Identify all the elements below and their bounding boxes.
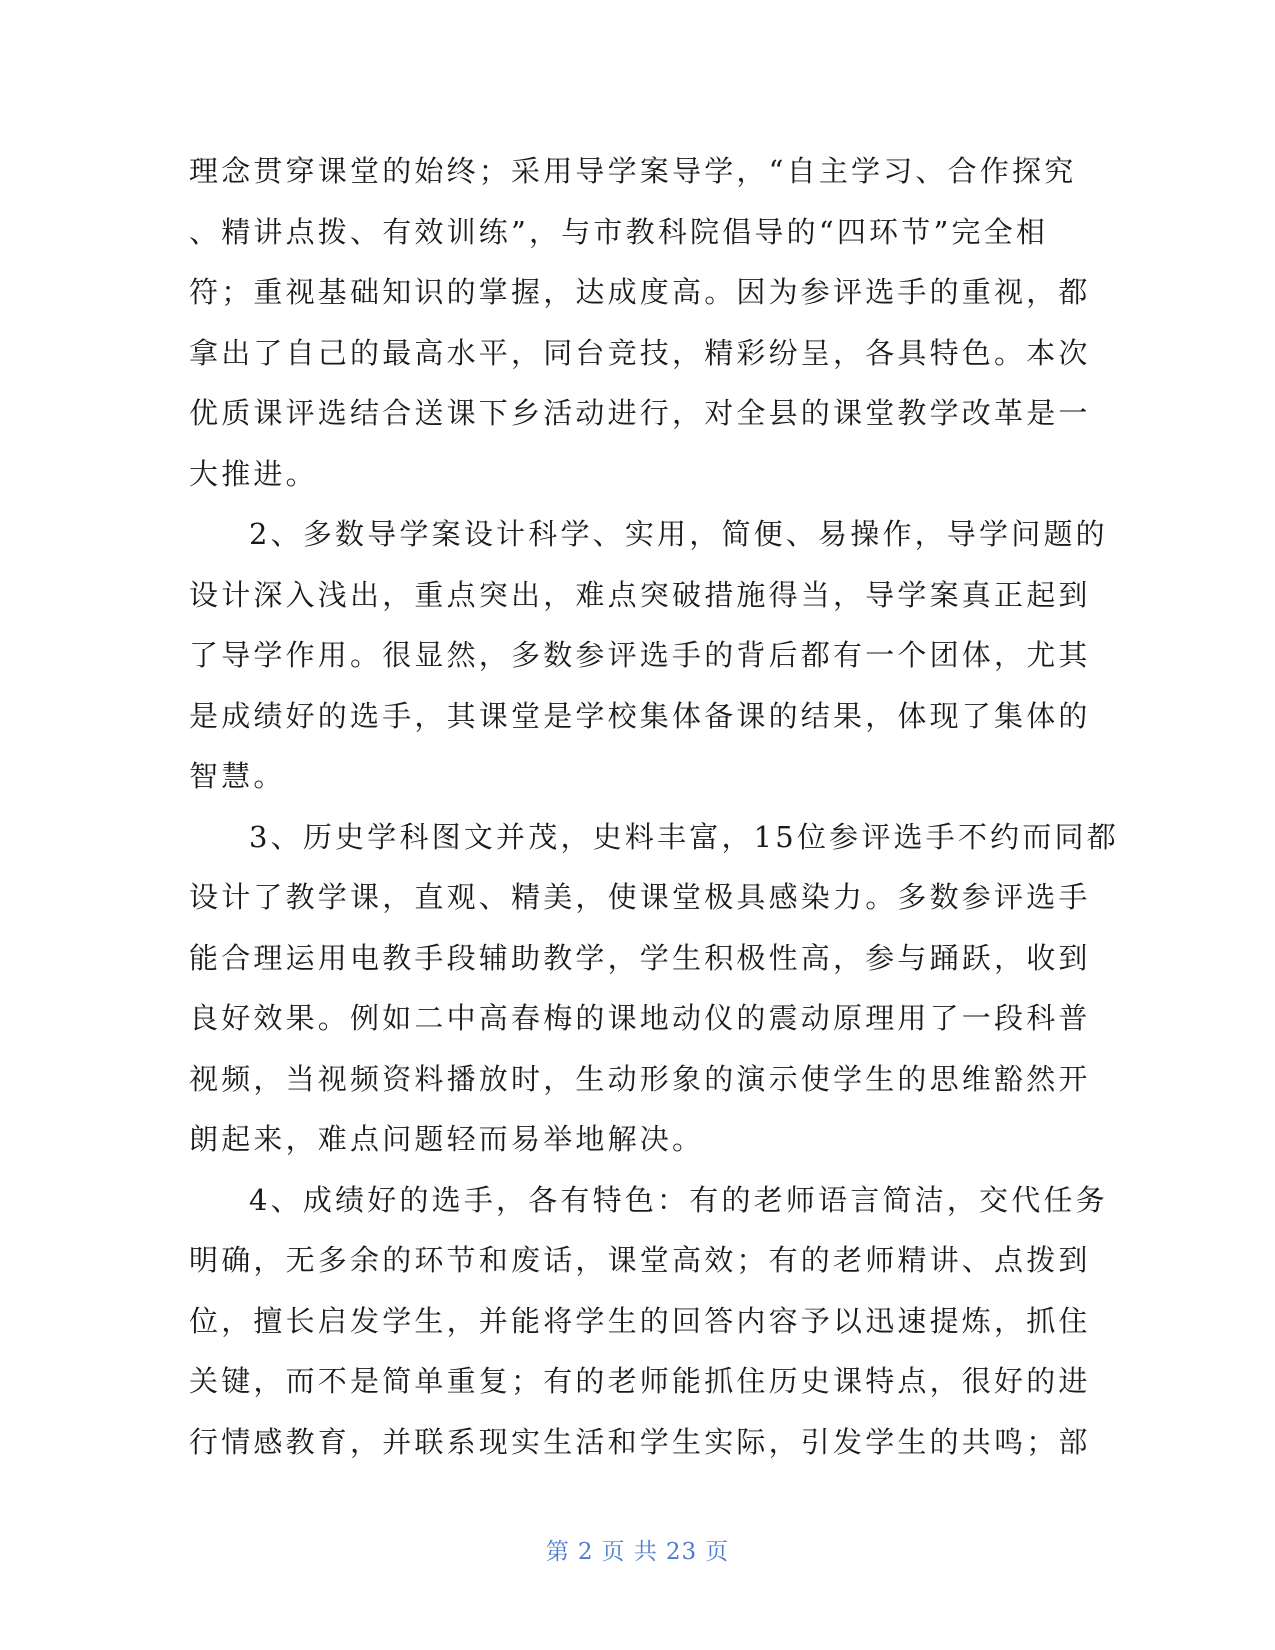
text-line: 位，擅长启发学生，并能将学生的回答内容予以迅速提炼，抓住	[189, 1303, 1091, 1338]
text-line: 理念贯穿课堂的始终；采用导学案导学，“自主学习、合作探究	[189, 154, 1077, 188]
text-line: 智慧。	[189, 759, 286, 793]
text-line: 关键，而不是简单重复；有的老师能抓住历史课特点，很好的进	[189, 1364, 1091, 1398]
document-body	[189, 141, 1119, 1472]
text-line: 朗起来，难点问题轻而易举地解决。	[189, 1122, 705, 1156]
text-line: 、精讲点拨、有效训练”，与市教科院倡导的“四环节”完全相	[189, 214, 1049, 249]
text-line: 优质课评选结合送课下乡活动进行，对全县的课堂教学改革是一	[189, 396, 1091, 430]
text-line: 行情感教育，并联系现实生活和学生实际，引发学生的共鸣；部	[189, 1424, 1091, 1459]
text-line: 拿出了自己的最高水平，同台竞技，精彩纷呈，各具特色。本次	[189, 335, 1091, 370]
text-line: 良好效果。例如二中高春梅的课地动仪的震动原理用了一段科普	[189, 1001, 1091, 1035]
text-line: 是成绩好的选手，其课堂是学校集体备课的结果，体现了集体的	[189, 698, 1091, 733]
text-line: 明确，无多余的环节和废话，课堂高效；有的老师精讲、点拨到	[189, 1243, 1091, 1277]
text-line: 了导学作用。很显然，多数参评选手的背后都有一个团体，尤其	[189, 638, 1091, 672]
text-line: 大推进。	[189, 456, 318, 491]
current-page-number: 2	[577, 1539, 594, 1565]
total-pages-number: 23	[665, 1539, 698, 1565]
text-line: 能合理运用电教手段辅助教学，学生积极性高，参与踊跃，收到	[189, 940, 1091, 975]
paragraph-start-line: 2、多数导学案设计科学、实用，简便、易操作，导学问题的	[249, 517, 1108, 551]
paragraph-start-line: 3、历史学科图文并茂，史料丰富，15位参评选手不约而同都	[249, 819, 1119, 854]
footer-prefix: 第	[545, 1539, 570, 1565]
footer-middle: 页 共	[601, 1539, 658, 1565]
text-line: 设计深入浅出，重点突出，难点突破措施得当，导学案真正起到	[189, 577, 1091, 612]
text-line: 设计了教学课，直观、精美，使课堂极具感染力。多数参评选手	[189, 880, 1091, 914]
text-line: 符；重视基础知识的掌握，达成度高。因为参评选手的重视，都	[189, 275, 1091, 309]
page-footer	[0, 1533, 1275, 1566]
paragraph-start-line: 4、成绩好的选手，各有特色：有的老师语言简洁，交代任务	[249, 1182, 1108, 1217]
footer-suffix: 页	[705, 1539, 730, 1565]
text-line: 视频，当视频资料播放时，生动形象的演示使学生的思维豁然开	[189, 1061, 1091, 1096]
